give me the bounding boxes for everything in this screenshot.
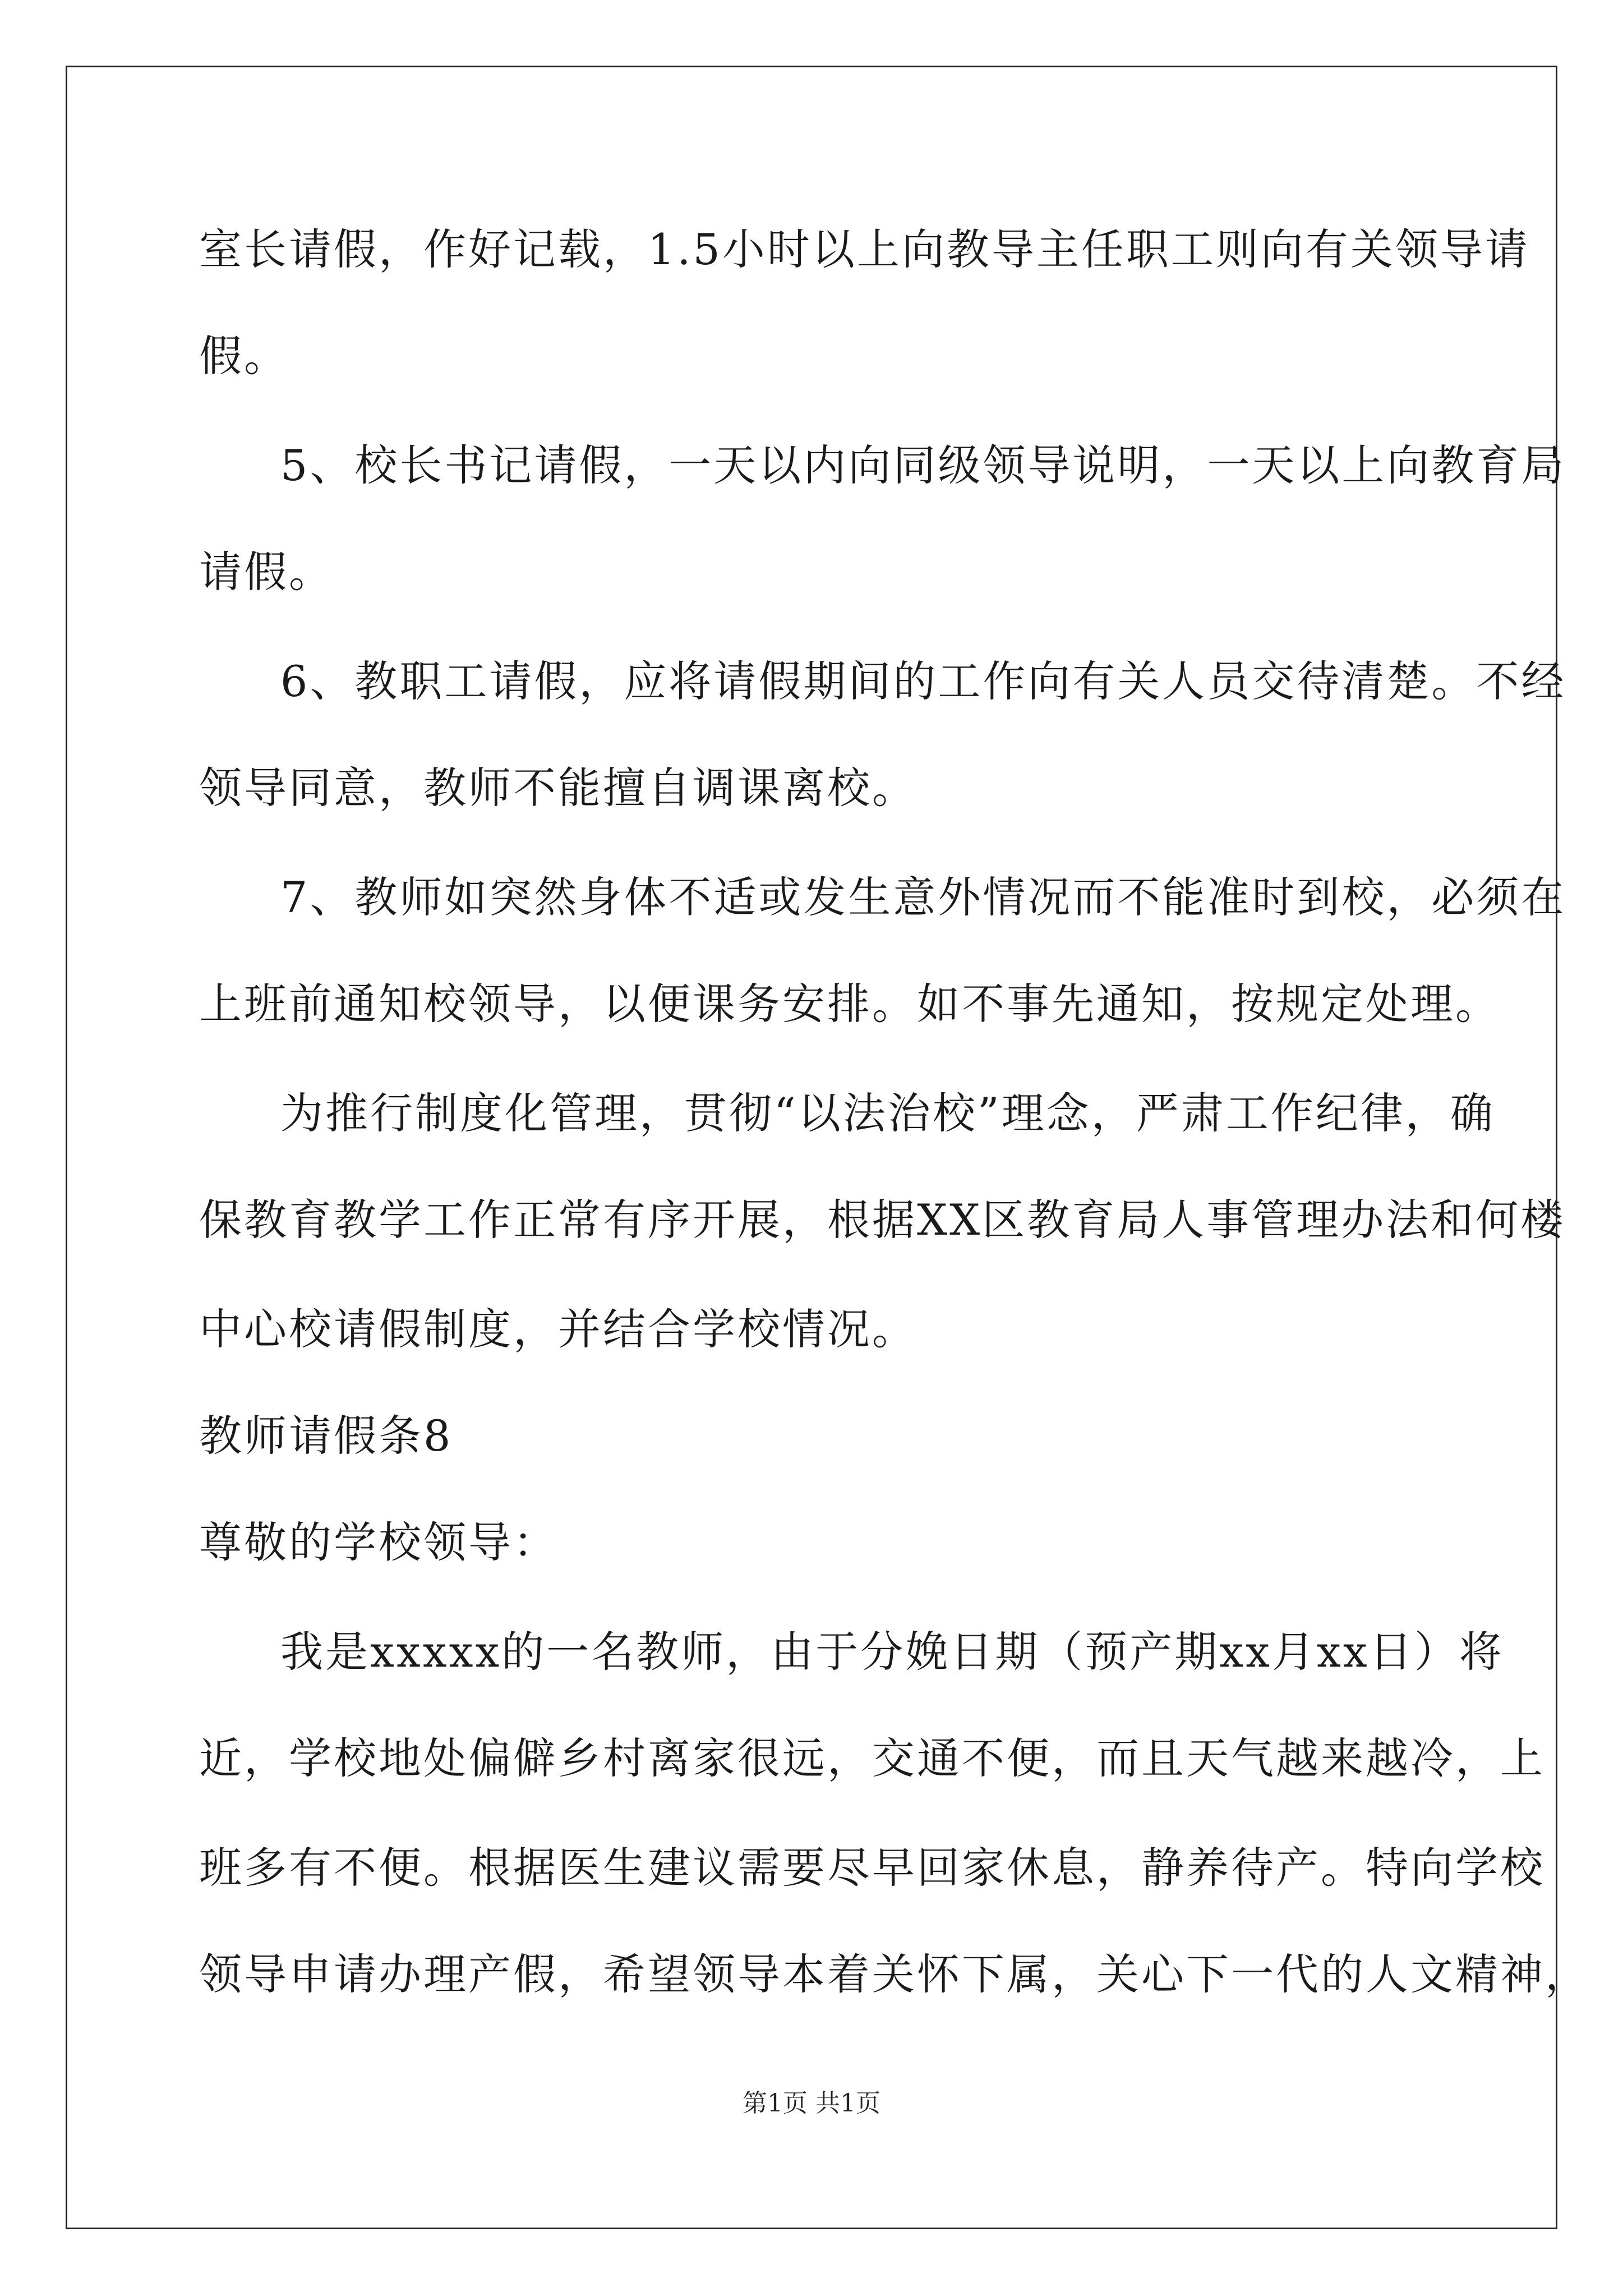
text-line: 保教育教学工作正常有序开展，根据XX区教育局人事管理办法和何楼 xyxy=(199,1195,1566,1245)
text-line: 领导申请办理产假，希望领导本着关怀下属，关心下一代的人文精神， xyxy=(199,1949,1590,1999)
text-line: 班多有不便。根据医生建议需要尽早回家休息，静养待产。特向学校 xyxy=(199,1843,1545,1893)
text-line: 假。 xyxy=(199,331,289,381)
text-line: 我是xxxxx的一名教师，由于分娩日期（预产期xx月xx日）将 xyxy=(280,1627,1504,1677)
page-border xyxy=(66,66,1557,2229)
text-line: 6、教职工请假，应将请假期间的工作向有关人员交待清楚。不经 xyxy=(280,656,1566,706)
salutation: 尊敬的学校领导： xyxy=(199,1517,558,1567)
text-line: 中心校请假制度，并结合学校情况。 xyxy=(199,1304,917,1354)
text-line: 5、校长书记请假，一天以内向同级领导说明，一天以上向教育局 xyxy=(280,440,1566,490)
text-line: 7、教师如突然身体不适或发生意外情况而不能准时到校，必须在 xyxy=(280,872,1566,922)
section-heading: 教师请假条8 xyxy=(199,1411,453,1461)
text-line: 近，学校地处偏僻乡村离家很远，交通不便，而且天气越来越冷，上 xyxy=(199,1733,1545,1783)
page-footer: 第1页 共1页 xyxy=(743,2089,880,2118)
text-line: 上班前通知校领导，以便课务安排。如不事先通知，按规定处理。 xyxy=(199,979,1500,1029)
text-line: 室长请假，作好记载，1.5小时以上向教导主任职工则向有关领导请 xyxy=(199,224,1530,274)
text-line: 为推行制度化管理，贯彻“以法治校”理念，严肃工作纪律，确 xyxy=(280,1088,1495,1138)
text-line: 请假。 xyxy=(199,547,334,597)
text-line: 领导同意，教师不能擅自调课离校。 xyxy=(199,763,917,813)
